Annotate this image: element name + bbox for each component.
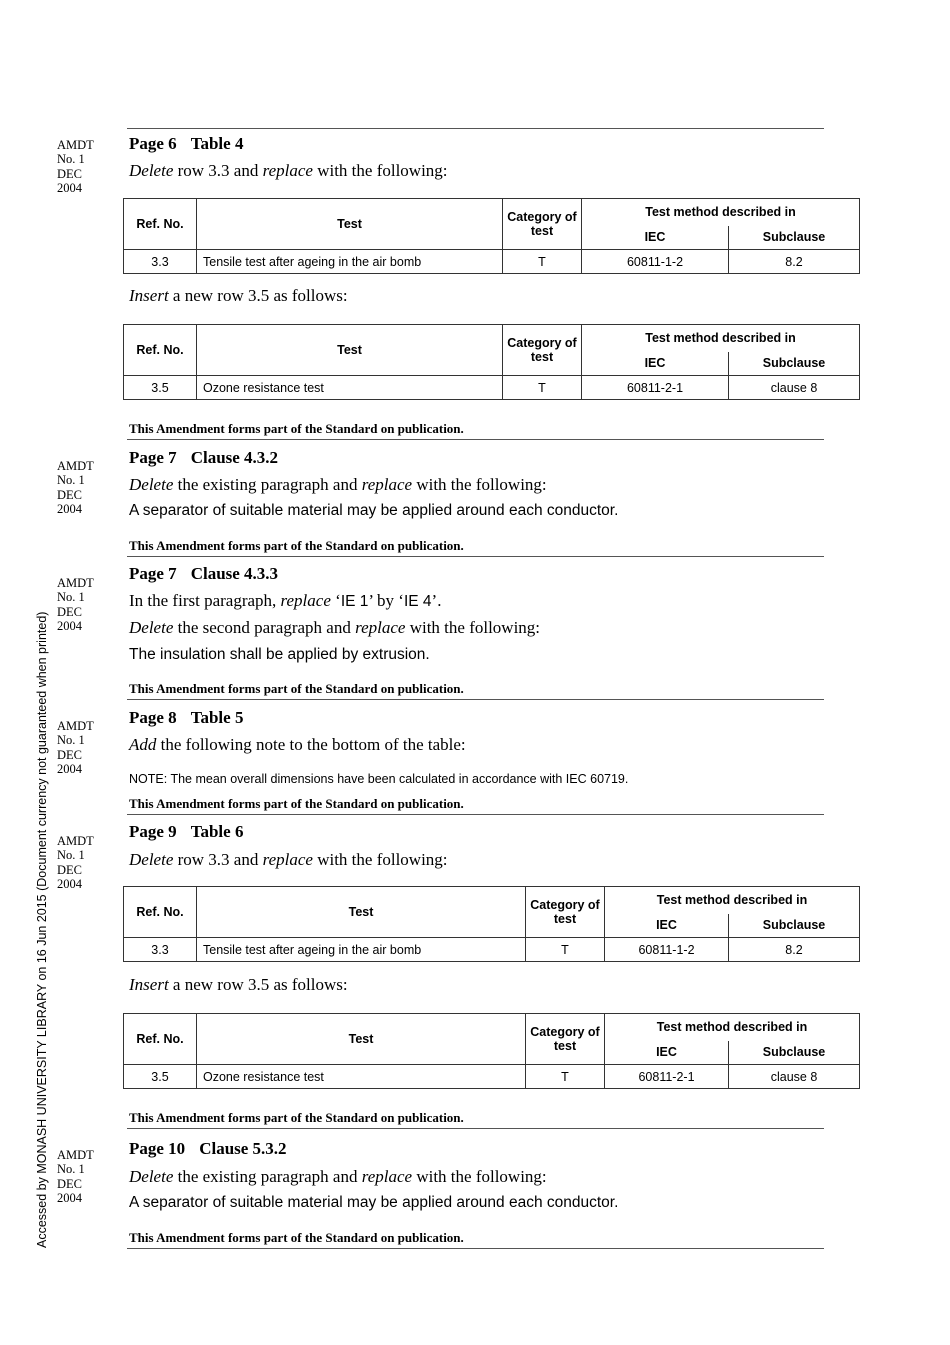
amendment-table <box>123 198 860 274</box>
header-test: Test <box>197 1014 526 1065</box>
instruction-line: Delete row 3.3 and replace with the following: <box>129 161 448 180</box>
instruction-line: Delete row 3.3 and replace with the following: <box>129 850 448 869</box>
amendment-margin-note: AMDT No. 1 DEC 2004 <box>57 834 94 892</box>
amendment-table <box>123 886 860 962</box>
header-method: Test method described in <box>582 199 860 226</box>
section-rule <box>127 128 824 129</box>
table-row: 3.3 Tensile test after ageing in the air bomb T 60811-1-2 8.2 <box>124 938 860 962</box>
header-subclause: Subclause <box>729 352 860 376</box>
amendment-footer: This Amendment forms part of the Standard on publication. <box>129 538 464 553</box>
header-subclause: Subclause <box>729 226 860 250</box>
header-iec: IEC <box>582 352 729 376</box>
amendment-margin-note: AMDT No. 1 DEC 2004 <box>57 719 94 777</box>
table-row: 3.5 Ozone resistance test T 60811-2-1 clause 8 <box>124 1065 860 1089</box>
section-rule <box>127 439 824 440</box>
table-note: NOTE: The mean overall dimensions have been calculated in accordance with IEC 60719. <box>129 772 629 786</box>
amendment-footer: This Amendment forms part of the Standard on publication. <box>129 796 464 811</box>
instruction-line: Insert a new row 3.5 as follows: <box>129 286 348 305</box>
amendment-margin-note: AMDT No. 1 DEC 2004 <box>57 576 94 634</box>
header-ref-no: Ref. No. <box>124 199 197 250</box>
section-rule <box>127 1248 824 1249</box>
header-iec: IEC <box>605 914 729 938</box>
header-test: Test <box>197 325 503 376</box>
header-method: Test method described in <box>605 887 860 914</box>
section-rule <box>127 699 824 700</box>
header-ref-no: Ref. No. <box>124 325 197 376</box>
header-subclause: Subclause <box>729 914 860 938</box>
header-ref-no: Ref. No. <box>124 1014 197 1065</box>
section-rule <box>127 1128 824 1129</box>
instruction-line: In the first paragraph, replace ‘IE 1’ by ‘IE 4’. <box>129 591 442 610</box>
amendment-footer: This Amendment forms part of the Standard on publication. <box>129 681 464 696</box>
instruction-line: Delete the existing paragraph and replace with the following: <box>129 1167 547 1186</box>
section-heading: Page 7 Clause 4.3.3 <box>129 564 279 583</box>
instruction-line: Insert a new row 3.5 as follows: <box>129 975 348 994</box>
header-test: Test <box>197 887 526 938</box>
header-ref-no: Ref. No. <box>124 887 197 938</box>
instruction-line: Add the following note to the bottom of the table: <box>129 735 466 754</box>
section-rule <box>127 814 824 815</box>
amendment-table <box>123 1013 860 1089</box>
header-method: Test method described in <box>582 325 860 352</box>
header-test: Test <box>197 199 503 250</box>
amendment-footer: This Amendment forms part of the Standard on publication. <box>129 1110 464 1125</box>
header-category: Category of test <box>503 325 582 376</box>
amendment-footer: This Amendment forms part of the Standard on publication. <box>129 421 464 436</box>
instruction-line: Delete the existing paragraph and replace with the following: <box>129 475 547 494</box>
header-iec: IEC <box>582 226 729 250</box>
amendment-footer: This Amendment forms part of the Standard on publication. <box>129 1230 464 1245</box>
replacement-text: A separator of suitable material may be applied around each conductor. <box>129 1194 619 1211</box>
table-row: 3.5 Ozone resistance test T 60811-2-1 clause 8 <box>124 376 860 400</box>
amendment-margin-note: AMDT No. 1 DEC 2004 <box>57 459 94 517</box>
amendment-margin-note: AMDT No. 1 DEC 2004 <box>57 1148 94 1206</box>
header-method: Test method described in <box>605 1014 860 1041</box>
header-iec: IEC <box>605 1041 729 1065</box>
header-category: Category of test <box>526 887 605 938</box>
section-rule <box>127 556 824 557</box>
section-heading: Page 6 Table 4 <box>129 134 244 153</box>
replacement-text: The insulation shall be applied by extrusion. <box>129 646 430 663</box>
section-heading: Page 8 Table 5 <box>129 708 244 727</box>
header-subclause: Subclause <box>729 1041 860 1065</box>
amendment-margin-note: AMDT No. 1 DEC 2004 <box>57 138 94 196</box>
header-category: Category of test <box>526 1014 605 1065</box>
instruction-line: Delete the second paragraph and replace with the following: <box>129 618 541 637</box>
table-row: 3.3 Tensile test after ageing in the air bomb T 60811-1-2 8.2 <box>124 250 860 274</box>
section-heading: Page 7 Clause 4.3.2 <box>129 448 279 467</box>
section-heading: Page 10 Clause 5.3.2 <box>129 1139 287 1158</box>
access-watermark: Accessed by MONASH UNIVERSITY LIBRARY on 16 Jun 2015 (Document currency not guaranteed when printed) <box>35 611 49 1248</box>
section-heading: Page 9 Table 6 <box>129 822 244 841</box>
header-category: Category of test <box>503 199 582 250</box>
amendment-table <box>123 324 860 400</box>
replacement-text: A separator of suitable material may be applied around each conductor. <box>129 502 619 519</box>
